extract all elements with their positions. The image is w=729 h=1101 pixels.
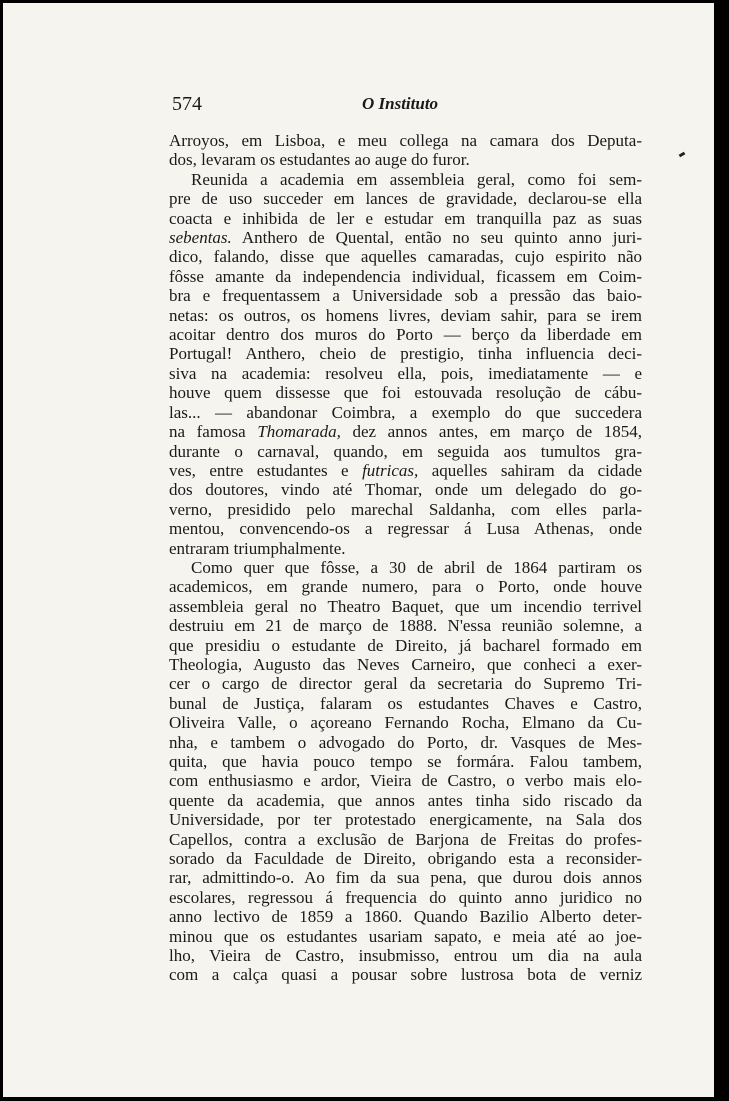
text-line (169, 713, 642, 732)
text-line (169, 306, 642, 325)
page-number: 574 (172, 93, 202, 115)
text-line (169, 558, 642, 577)
text-line (169, 752, 642, 771)
text-segment: dos doutores, vindo até Thomar, onde um delegado do go- (169, 480, 642, 500)
text-segment: dico, falando, disse que aquelles camaradas, cujo espirito não (169, 247, 642, 267)
text-segment: Arroyos, em Lisboa, e meu collega na camara dos Deputa- (169, 131, 642, 150)
text-line (169, 247, 642, 266)
text-segment: minou que os estudantes usariam sapato, e meia até ao joe- (169, 926, 642, 946)
body-text (169, 131, 642, 985)
text-segment: Oliveira Valle, o açoreano Fernando Rocha, Elmano da Cu- (169, 713, 642, 733)
text-line (169, 810, 642, 829)
text-line (169, 209, 642, 228)
text-line (169, 655, 642, 674)
text-line (169, 946, 642, 965)
text-line (169, 519, 642, 538)
text-line (169, 383, 642, 402)
text-segment: Anthero de Quental, então no seu quinto anno juri- (231, 228, 642, 248)
text-line (169, 674, 642, 693)
text-line (169, 597, 642, 616)
text-segment: bunal de Justiça, falaram os estudantes Chaves e Castro, (169, 693, 642, 713)
text-line (169, 888, 642, 907)
text-line (169, 636, 642, 655)
text-segment: Portugal! Anthero, cheio de prestigio, tinha influencia deci- (169, 344, 642, 364)
text-line (169, 733, 642, 752)
text-line (169, 849, 642, 868)
text-segment: escolares, regressou á frequencia do quinto anno juridico no (169, 887, 642, 907)
text-segment: que presidiu o estudante de Direito, já bacharel formado em (169, 635, 642, 655)
text-segment: rar, admittindo-o. Ao fim da sua pena, que durou dois annos (169, 868, 642, 888)
page-header (172, 93, 641, 115)
running-title: O Instituto (362, 94, 439, 113)
text-segment: lho, Vieira de Castro, insubmisso, entrou um dia na aula (169, 946, 642, 966)
text-segment: anno lectivo de 1859 a 1860. Quando Bazilio Alberto deter- (169, 907, 642, 927)
text-line (169, 286, 642, 305)
text-segment: sorado da Faculdade de Direito, obrigando esta a reconsider- (169, 849, 642, 869)
text-segment: quita, que havia pouco tempo se formára. Falou tambem, (169, 752, 642, 771)
text-line (169, 189, 642, 208)
text-line (169, 461, 642, 480)
text-segment: Capellos, contra a exclusão de Barjona de Freitas do profes- (169, 829, 642, 849)
text-segment: coacta e inhibida de ler e estudar em tranquilla paz as suas (169, 208, 642, 228)
text-line (169, 539, 642, 558)
text-segment: Theologia, Augusto das Neves Carneiro, que conheci a exer- (169, 654, 642, 674)
text-segment: quente da academia, que annos antes tinha sido riscado da (169, 790, 642, 810)
text-segment: Reunida a academia em assembleia geral, como foi sem- (191, 169, 642, 189)
text-segment: dez annos antes, em março de 1854, (340, 422, 642, 442)
text-line (169, 364, 642, 383)
text-line (169, 500, 642, 519)
text-line (169, 694, 642, 713)
text-line (169, 927, 642, 946)
text-line (169, 771, 642, 790)
text-line (169, 344, 642, 363)
text-segment: entraram triumphalmente. (169, 538, 346, 558)
text-line (169, 868, 642, 887)
text-segment: durante o carnaval, quando, em seguida aos tumultos gra- (169, 441, 642, 461)
italic-text: sebentas. (169, 228, 232, 248)
text-segment: aquelles sahiram da cidade (418, 460, 642, 480)
text-line (169, 791, 642, 810)
text-line (169, 422, 642, 441)
text-line (169, 150, 642, 169)
text-line (169, 403, 642, 422)
text-segment: com enthusiasmo e ardor, Vieira de Castro, o verbo mais elo- (169, 771, 642, 791)
text-segment: houve quem dissesse que foi estouvada resolução de cábu- (169, 383, 642, 403)
text-segment: com a calça quasi a pousar sobre lustrosa bota de verniz (169, 965, 642, 985)
text-segment: nha, e tambem o advogado do Porto, dr. Vasques de Mes- (169, 732, 642, 752)
text-segment: acoitar dentro dos muros do Porto — berço da liberdade em (169, 325, 642, 345)
text-line (169, 131, 642, 150)
text-segment: na famosa (169, 422, 258, 442)
text-segment: pre de uso succeder em lances de gravidade, declarou-se ella (169, 189, 642, 209)
text-line (169, 170, 642, 189)
text-line (169, 965, 642, 984)
text-segment: siva na academia: resolveu ella, pois, imediatamente — e (169, 363, 642, 383)
text-segment: las... — abandonar Coimbra, a exemplo do que succedera (169, 402, 642, 422)
text-segment: destruiu em 21 de março de 1888. N'essa reunião solemne, a (169, 616, 642, 636)
text-segment: fôsse amante da independencia individual, ficassem em Coim- (169, 266, 642, 286)
text-line (169, 267, 642, 286)
book-page (3, 3, 714, 1097)
text-segment: assembleia geral no Theatro Baquet, que um incendio terrivel (169, 596, 642, 616)
text-segment: bra e frequentassem a Universidade sob a pressão das baio- (169, 286, 642, 306)
text-segment: Como quer que fôsse, a 30 de abril de 1864 partiram os (191, 557, 642, 577)
text-segment: academicos, em grande numero, para o Porto, onde houve (169, 577, 642, 597)
text-line (169, 325, 642, 344)
text-segment: mentou, convencendo-os a regressar á Lusa Athenas, onde (169, 519, 642, 539)
text-segment: verno, presidido pelo marechal Saldanha, com elles parla- (169, 499, 642, 519)
text-line (169, 616, 642, 635)
text-segment: ves, entre estudantes e (169, 460, 363, 480)
italic-text: Thomarada, (257, 422, 341, 442)
text-segment: netas: os outros, os homens livres, deviam sahir, para se irem (169, 305, 642, 325)
text-line (169, 228, 642, 247)
text-segment: cer o cargo de director geral da secretaria do Supremo Tri- (169, 674, 642, 694)
text-line (169, 442, 642, 461)
text-line (169, 907, 642, 926)
text-line (169, 830, 642, 849)
text-segment: Universidade, por ter protestado energicamente, na Sala dos (169, 810, 642, 830)
text-line (169, 480, 642, 499)
italic-text: futricas, (362, 460, 419, 480)
text-line (169, 577, 642, 596)
text-segment: dos, levaram os estudantes ao auge do furor. (169, 150, 470, 170)
ink-mark (679, 152, 686, 158)
